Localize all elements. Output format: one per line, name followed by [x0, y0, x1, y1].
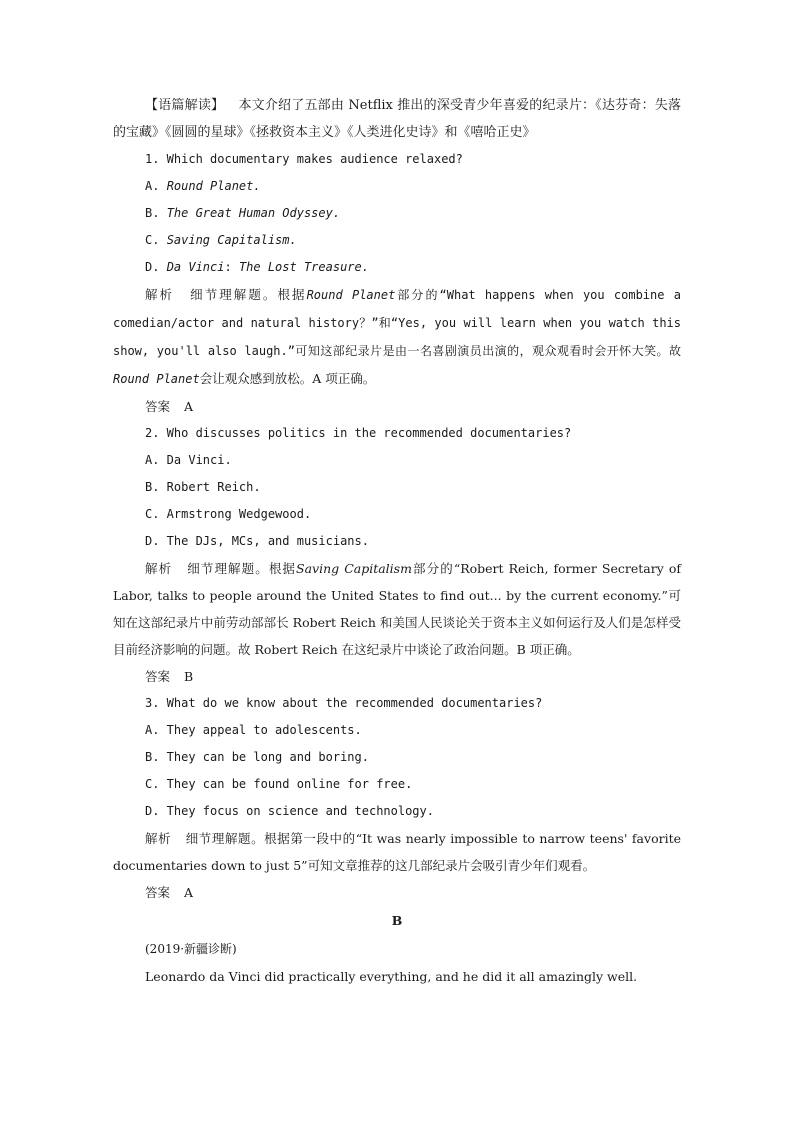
q2-analysis-title-1: Saving Capitalism	[296, 561, 412, 576]
q1-analysis-title-2: Round Planet	[113, 372, 200, 386]
q1-option-b: B. The Great Human Odyssey.	[145, 206, 341, 220]
q2-stem: 2. Who discusses politics in the recommended documentaries?	[145, 426, 572, 440]
section-b-heading: B	[391, 913, 403, 928]
q2-analysis-label: 解析	[145, 561, 173, 576]
q2-option-d: D. The DJs, MCs, and musicians.	[145, 534, 369, 548]
q1-answer	[113, 393, 681, 420]
q3-stem: 3. What do we know about the recommended documentaries?	[145, 696, 543, 710]
q1-stem: 1. Which documentary makes audience relaxed?	[145, 152, 463, 166]
q2-analysis-text-2: 部分的“Robert Reich, former Secretary of Labor, talks to people around the United States to find out... by the current economy.”可知在这部纪录片中前劳动部部长 Robert Reich 和美国人民谈论关于资本主义如何运行及人们是怎样受目前经济影响的问题。故 Robert Reich 在这纪录片中谈论了政治问题。B 项正确。	[113, 561, 681, 657]
q1-analysis-text-1: 细节理解题。根据	[188, 287, 307, 302]
q1-analysis-text-3: 会让观众感到放松。A 项正确。	[199, 371, 376, 386]
section-b-first-sentence: Leonardo da Vinci did practically everything, and he did it all amazingly well.	[145, 969, 638, 984]
q1-analysis-text-2: 部分的“What happens when you combine a comedian/actor and natural history？”和“Yes, you will learn when you watch this show, you'll also laugh.”可知这部纪录片是由一名喜剧演员出演的，观众观看时会开怀大笑。故	[113, 288, 681, 358]
q1-analysis-label: 解析	[145, 287, 175, 302]
q2-analysis-text-1: 细节理解题。根据	[186, 561, 296, 576]
q1-answer-value: A	[184, 399, 194, 414]
q1-answer-label: 答案	[145, 399, 171, 414]
q1-option-c: C. Saving Capitalism.	[145, 233, 297, 247]
q3-analysis	[113, 825, 681, 879]
q1-analysis-title-1: Round Planet	[306, 288, 396, 302]
q2-option-c: C. Armstrong Wedgewood.	[145, 507, 312, 521]
q3-answer-value: A	[184, 885, 194, 900]
q3-analysis-text: 细节理解题。根据第一段中的“It was nearly impossible to narrow teens' favorite documentaries down to just 5”可知文章推荐的这几部纪录片会吸引青少年们观看。	[113, 831, 681, 873]
q3-answer	[113, 879, 681, 906]
q1-option-d: D. Da Vinci: The Lost Treasure.	[145, 260, 369, 274]
passage-intro	[113, 92, 681, 146]
intro-label: 【语篇解读】	[145, 98, 225, 113]
q3-option-c: C. They can be found online for free.	[145, 777, 413, 791]
q2-analysis	[113, 555, 681, 663]
q1-option-a: A. Round Planet.	[145, 179, 261, 193]
q3-option-a: A. They appeal to adolescents.	[145, 723, 362, 737]
intro-text: 本文介绍了五部由 Netflix 推出的深受青少年喜爱的纪录片：《达芬奇：失落的宝藏》《圆圆的星球》《拯救资本主义》《人类进化史诗》和《嘻哈正史》	[113, 98, 681, 140]
q2-answer-value: B	[184, 669, 194, 684]
q2-option-b: B. Robert Reich.	[145, 480, 261, 494]
q3-option-d: D. They focus on science and technology.	[145, 804, 434, 818]
q2-answer-label: 答案	[145, 669, 171, 684]
q1-analysis	[113, 281, 681, 393]
section-b-source: (2019·新疆诊断)	[145, 942, 237, 956]
q3-option-b: B. They can be long and boring.	[145, 750, 369, 764]
q3-answer-label: 答案	[145, 885, 171, 900]
q2-option-a: A. Da Vinci.	[145, 453, 232, 467]
document-page	[113, 92, 681, 990]
q3-analysis-label: 解析	[145, 831, 172, 846]
q2-answer	[113, 663, 681, 690]
